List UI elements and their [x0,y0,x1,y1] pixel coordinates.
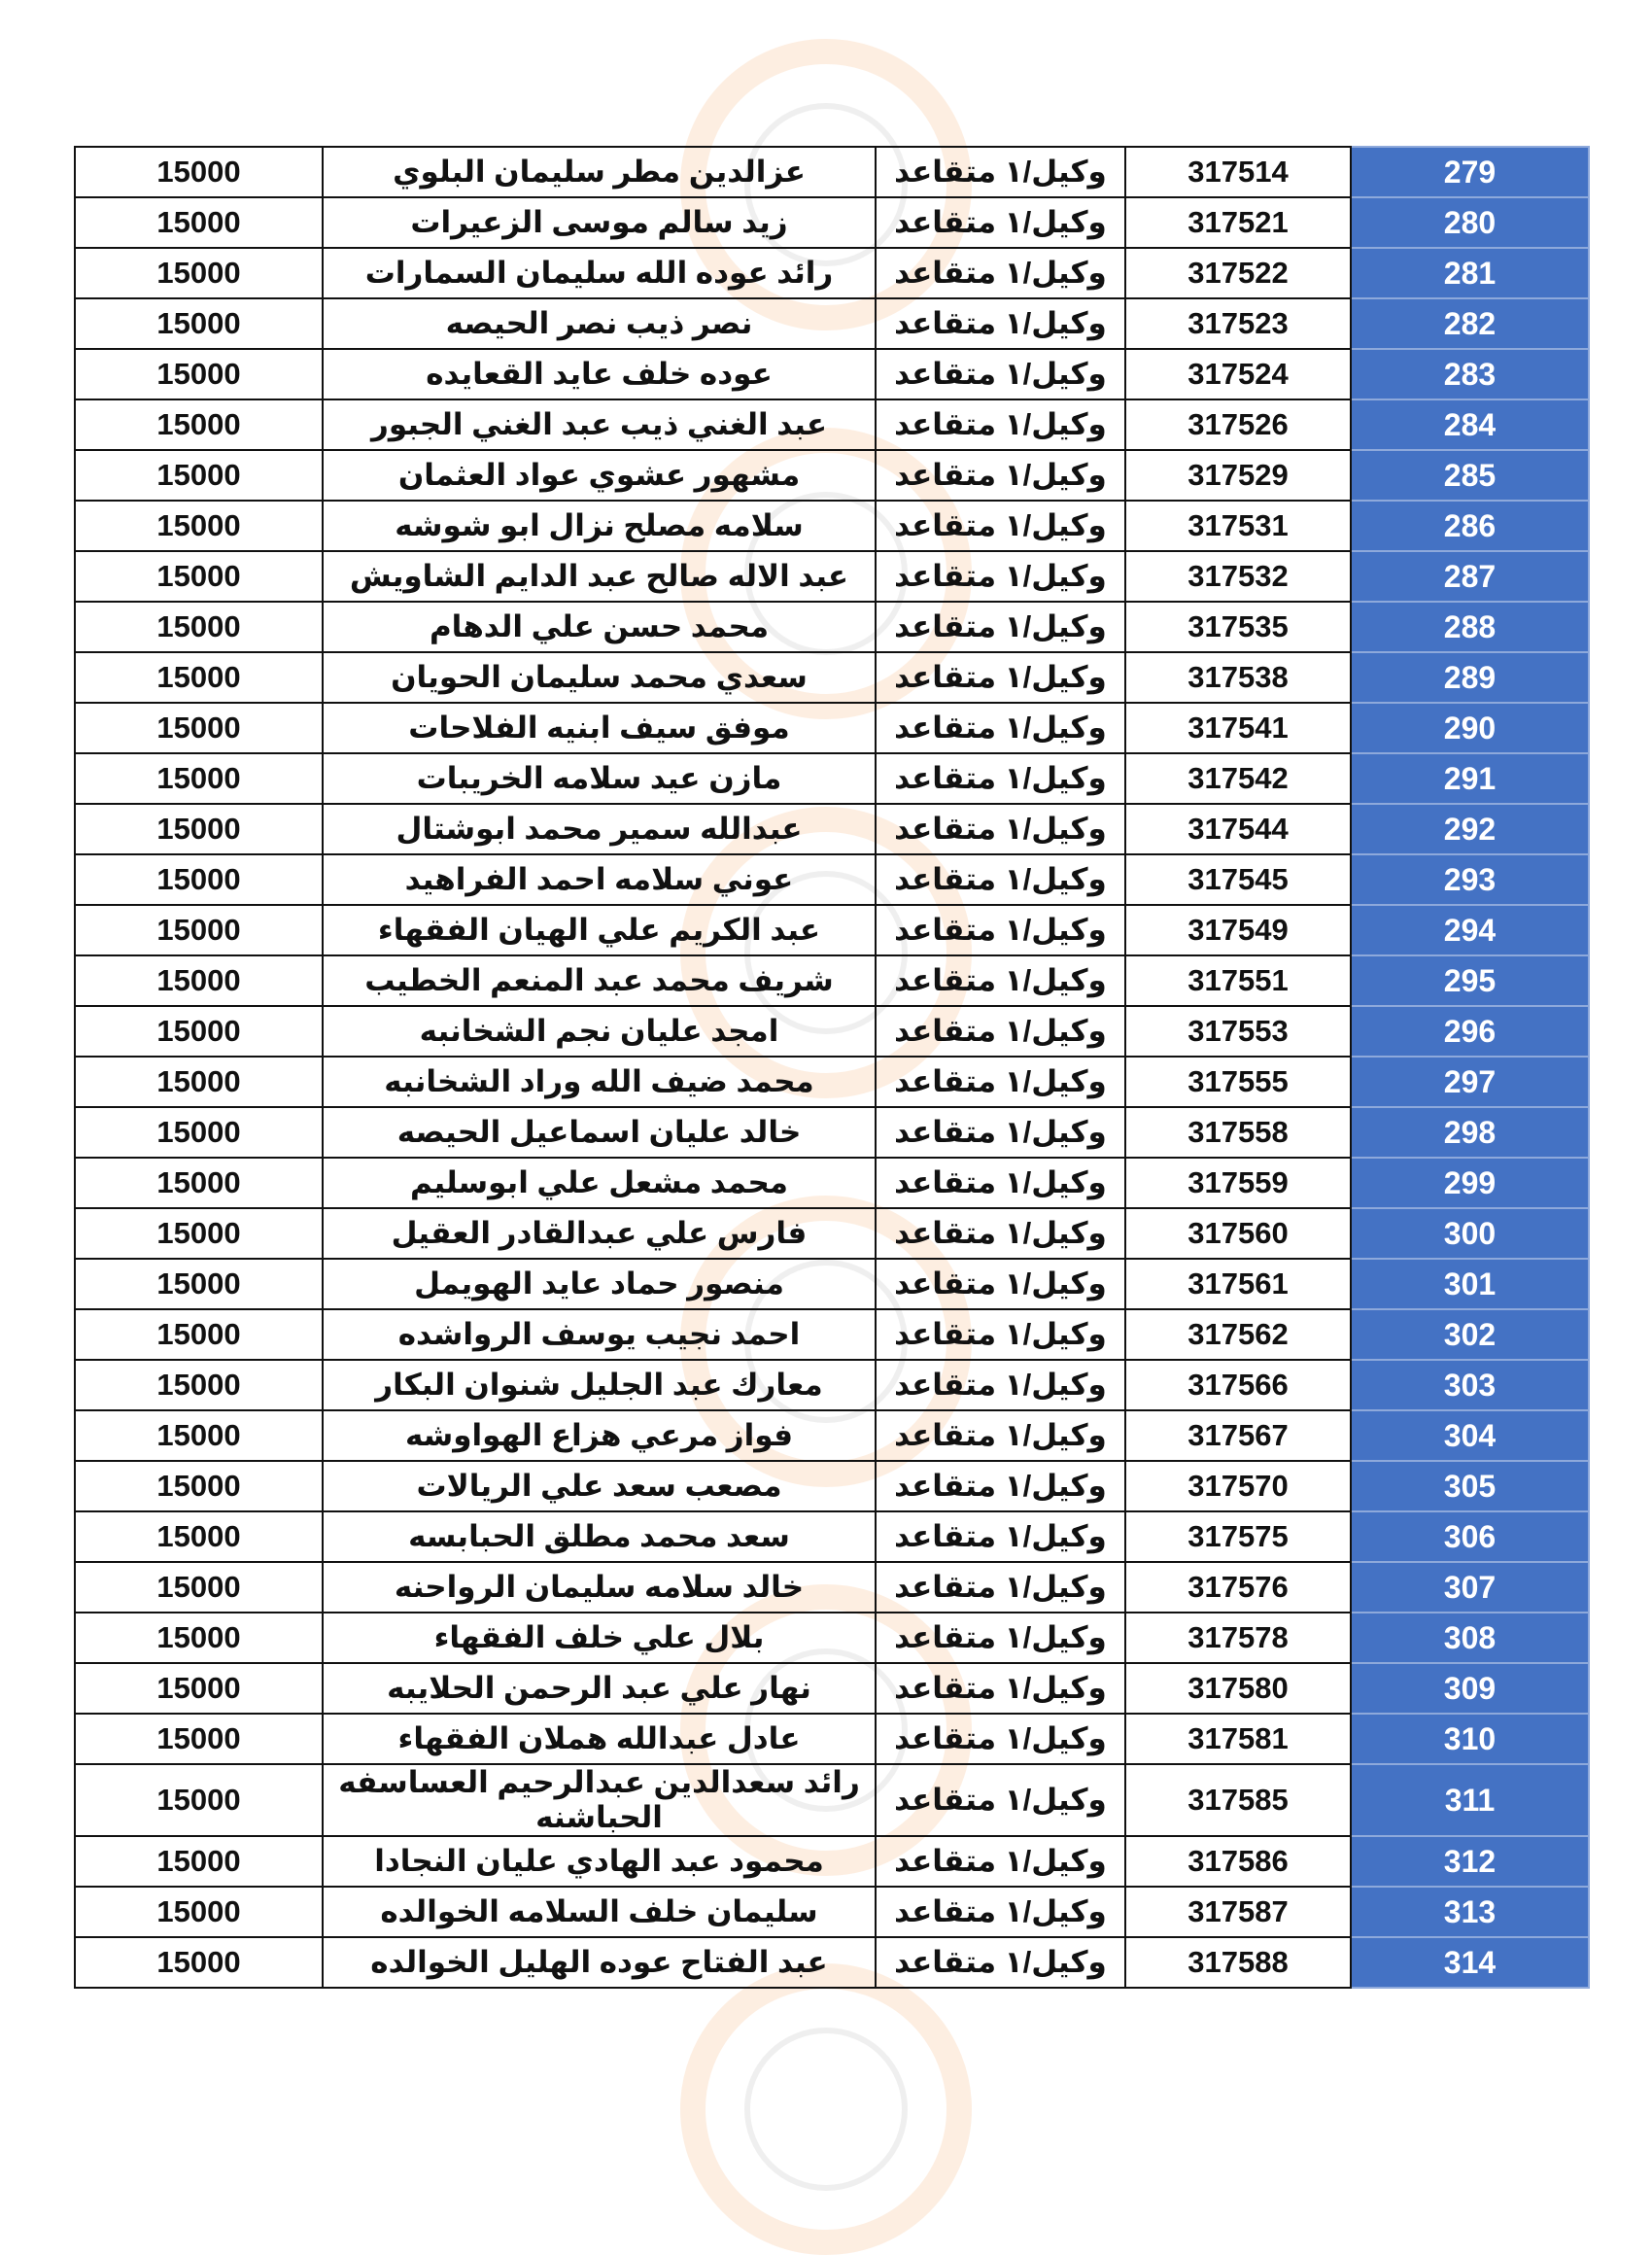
rank-cell: وكيل/١ متقاعد [876,1836,1125,1887]
id-cell: 317575 [1125,1511,1351,1562]
rank-cell: وكيل/١ متقاعد [876,450,1125,501]
name-cell: عوني سلامه احمد الفراهيد [323,854,876,905]
id-cell: 317559 [1125,1158,1351,1208]
id-cell: 317522 [1125,248,1351,298]
amount-cell: 15000 [75,450,323,501]
index-cell: 309 [1351,1663,1589,1714]
table-row [75,450,1589,501]
name-cell: عبد الاله صالح عبد الدايم الشاويش [323,551,876,602]
amount-cell: 15000 [75,248,323,298]
id-cell: 317551 [1125,955,1351,1006]
rank-cell: وكيل/١ متقاعد [876,854,1125,905]
id-cell: 317581 [1125,1714,1351,1764]
amount-cell: 15000 [75,955,323,1006]
name-cell: منصور حماد عايد الهويمل [323,1259,876,1309]
amount-cell: 15000 [75,1410,323,1461]
id-cell: 317576 [1125,1562,1351,1613]
index-cell: 299 [1351,1158,1589,1208]
amount-cell: 15000 [75,1764,323,1836]
table-row [75,551,1589,602]
rank-cell: وكيل/١ متقاعد [876,1613,1125,1663]
name-cell: فواز مرعي هزاع الهواوشه [323,1410,876,1461]
amount-cell: 15000 [75,1309,323,1360]
id-cell: 317514 [1125,147,1351,197]
name-cell: احمد نجيب يوسف الرواشده [323,1309,876,1360]
amount-cell: 15000 [75,1158,323,1208]
rank-cell: وكيل/١ متقاعد [876,248,1125,298]
name-cell: عبد الكريم علي الهيان الفقهاء [323,905,876,955]
table-row [75,197,1589,248]
amount-cell: 15000 [75,349,323,399]
index-cell: 294 [1351,905,1589,955]
index-cell: 314 [1351,1937,1589,1988]
id-cell: 317562 [1125,1309,1351,1360]
amount-cell: 15000 [75,753,323,804]
index-cell: 292 [1351,804,1589,854]
payments-table [74,146,1590,1989]
id-cell: 317545 [1125,854,1351,905]
rank-cell: وكيل/١ متقاعد [876,703,1125,753]
rank-cell: وكيل/١ متقاعد [876,1208,1125,1259]
name-cell: سليمان خلف السلامه الخوالده [323,1887,876,1937]
index-cell: 300 [1351,1208,1589,1259]
id-cell: 317585 [1125,1764,1351,1836]
amount-cell: 15000 [75,854,323,905]
index-cell: 283 [1351,349,1589,399]
amount-cell: 15000 [75,197,323,248]
index-cell: 282 [1351,298,1589,349]
name-cell: سلامه مصلح نزال ابو شوشه [323,501,876,551]
clock-logo-watermark [680,1963,972,2255]
amount-cell: 15000 [75,1937,323,1988]
name-cell: رائد عوده الله سليمان السمارات [323,248,876,298]
index-cell: 298 [1351,1107,1589,1158]
name-cell: عبد الغني ذيب عبد الغني الجبور [323,399,876,450]
name-cell: خالد عليان اسماعيل الحيصه [323,1107,876,1158]
name-cell: شريف محمد عبد المنعم الخطيب [323,955,876,1006]
rank-cell: وكيل/١ متقاعد [876,1511,1125,1562]
amount-cell: 15000 [75,399,323,450]
rank-cell: وكيل/١ متقاعد [876,1057,1125,1107]
rank-cell: وكيل/١ متقاعد [876,1937,1125,1988]
rank-cell: وكيل/١ متقاعد [876,905,1125,955]
amount-cell: 15000 [75,1613,323,1663]
amount-cell: 15000 [75,1511,323,1562]
amount-cell: 15000 [75,652,323,703]
rank-cell: وكيل/١ متقاعد [876,1461,1125,1511]
amount-cell: 15000 [75,1006,323,1057]
table-row [75,1714,1589,1764]
index-cell: 312 [1351,1836,1589,1887]
name-cell: عبدالله سمير محمد ابوشتال [323,804,876,854]
id-cell: 317588 [1125,1937,1351,1988]
index-cell: 295 [1351,955,1589,1006]
table-row [75,1836,1589,1887]
amount-cell: 15000 [75,501,323,551]
table-row [75,248,1589,298]
id-cell: 317561 [1125,1259,1351,1309]
id-cell: 317541 [1125,703,1351,753]
index-cell: 287 [1351,551,1589,602]
index-cell: 304 [1351,1410,1589,1461]
id-cell: 317521 [1125,197,1351,248]
amount-cell: 15000 [75,602,323,652]
id-cell: 317526 [1125,399,1351,450]
table-row [75,1663,1589,1714]
rank-cell: وكيل/١ متقاعد [876,298,1125,349]
amount-cell: 15000 [75,1714,323,1764]
rank-cell: وكيل/١ متقاعد [876,753,1125,804]
table-row [75,854,1589,905]
name-cell: عادل عبدالله هملان الفقهاء [323,1714,876,1764]
name-cell: محمود عبد الهادي عليان النجادا [323,1836,876,1887]
id-cell: 317578 [1125,1613,1351,1663]
index-cell: 288 [1351,602,1589,652]
rank-cell: وكيل/١ متقاعد [876,1663,1125,1714]
id-cell: 317523 [1125,298,1351,349]
name-cell: مصعب سعد علي الريالات [323,1461,876,1511]
index-cell: 281 [1351,248,1589,298]
index-cell: 289 [1351,652,1589,703]
table-row [75,1461,1589,1511]
table-row [75,1158,1589,1208]
table-row [75,804,1589,854]
amount-cell: 15000 [75,703,323,753]
id-cell: 317529 [1125,450,1351,501]
table-row [75,1613,1589,1663]
rank-cell: وكيل/١ متقاعد [876,1309,1125,1360]
table-row [75,1511,1589,1562]
index-cell: 305 [1351,1461,1589,1511]
name-cell: نهار علي عبد الرحمن الحلايبه [323,1663,876,1714]
id-cell: 317580 [1125,1663,1351,1714]
rank-cell: وكيل/١ متقاعد [876,1714,1125,1764]
table-row [75,1937,1589,1988]
name-cell: موفق سيف ابنيه الفلاحات [323,703,876,753]
name-cell: مازن عيد سلامه الخريبات [323,753,876,804]
rank-cell: وكيل/١ متقاعد [876,349,1125,399]
index-cell: 297 [1351,1057,1589,1107]
id-cell: 317553 [1125,1006,1351,1057]
rank-cell: وكيل/١ متقاعد [876,804,1125,854]
name-cell: معارك عبد الجليل شنوان البكار [323,1360,876,1410]
index-cell: 307 [1351,1562,1589,1613]
index-cell: 302 [1351,1309,1589,1360]
table-row [75,905,1589,955]
name-cell: فارس علي عبدالقادر العقيل [323,1208,876,1259]
id-cell: 317542 [1125,753,1351,804]
amount-cell: 15000 [75,905,323,955]
table-row [75,602,1589,652]
name-cell: مشهور عشوي عواد العثمان [323,450,876,501]
table-row [75,147,1589,197]
name-cell: خالد سلامه سليمان الرواحنه [323,1562,876,1613]
rank-cell: وكيل/١ متقاعد [876,1562,1125,1613]
amount-cell: 15000 [75,1360,323,1410]
table-row [75,1006,1589,1057]
table-row [75,1887,1589,1937]
amount-cell: 15000 [75,1259,323,1309]
rank-cell: وكيل/١ متقاعد [876,1259,1125,1309]
id-cell: 317570 [1125,1461,1351,1511]
id-cell: 317531 [1125,501,1351,551]
name-cell: محمد ضيف الله وراد الشخانبه [323,1057,876,1107]
id-cell: 317586 [1125,1836,1351,1887]
table-row [75,1057,1589,1107]
rank-cell: وكيل/١ متقاعد [876,1887,1125,1937]
id-cell: 317538 [1125,652,1351,703]
rank-cell: وكيل/١ متقاعد [876,197,1125,248]
name-cell: بلال علي خلف الفقهاء [323,1613,876,1663]
index-cell: 313 [1351,1887,1589,1937]
table-row [75,1259,1589,1309]
rank-cell: وكيل/١ متقاعد [876,652,1125,703]
table-row [75,1360,1589,1410]
name-cell: عوده خلف عايد القعايده [323,349,876,399]
name-cell: سعد محمد مطلق الحبابسه [323,1511,876,1562]
index-cell: 311 [1351,1764,1589,1836]
index-cell: 308 [1351,1613,1589,1663]
name-cell: محمد مشعل علي ابوسليم [323,1158,876,1208]
id-cell: 317587 [1125,1887,1351,1937]
index-cell: 301 [1351,1259,1589,1309]
amount-cell: 15000 [75,1836,323,1887]
rank-cell: وكيل/١ متقاعد [876,1158,1125,1208]
id-cell: 317567 [1125,1410,1351,1461]
index-cell: 279 [1351,147,1589,197]
amount-cell: 15000 [75,551,323,602]
index-cell: 280 [1351,197,1589,248]
id-cell: 317549 [1125,905,1351,955]
rank-cell: وكيل/١ متقاعد [876,501,1125,551]
name-cell: رائد سعدالدين عبدالرحيم العساسفه الحباشنه [323,1764,876,1836]
index-cell: 291 [1351,753,1589,804]
rank-cell: وكيل/١ متقاعد [876,1764,1125,1836]
id-cell: 317558 [1125,1107,1351,1158]
table-row [75,1107,1589,1158]
table-row [75,652,1589,703]
table-row [75,1562,1589,1613]
name-cell: زيد سالم موسى الزعيرات [323,197,876,248]
table-row [75,1764,1589,1836]
amount-cell: 15000 [75,1057,323,1107]
name-cell: عبد الفتاح عوده الهليل الخوالده [323,1937,876,1988]
id-cell: 317524 [1125,349,1351,399]
name-cell: عزالدين مطر سليمان البلوي [323,147,876,197]
amount-cell: 15000 [75,1887,323,1937]
name-cell: سعدي محمد سليمان الحويان [323,652,876,703]
index-cell: 293 [1351,854,1589,905]
id-cell: 317532 [1125,551,1351,602]
table-row [75,753,1589,804]
id-cell: 317535 [1125,602,1351,652]
id-cell: 317555 [1125,1057,1351,1107]
table-row [75,298,1589,349]
name-cell: نصر ذيب نصر الحيصه [323,298,876,349]
amount-cell: 15000 [75,804,323,854]
id-cell: 317566 [1125,1360,1351,1410]
amount-cell: 15000 [75,1562,323,1613]
rank-cell: وكيل/١ متقاعد [876,602,1125,652]
index-cell: 290 [1351,703,1589,753]
table-row [75,349,1589,399]
index-cell: 306 [1351,1511,1589,1562]
amount-cell: 15000 [75,1461,323,1511]
table-row [75,399,1589,450]
index-cell: 296 [1351,1006,1589,1057]
id-cell: 317544 [1125,804,1351,854]
rank-cell: وكيل/١ متقاعد [876,551,1125,602]
table-row [75,1410,1589,1461]
amount-cell: 15000 [75,147,323,197]
amount-cell: 15000 [75,1663,323,1714]
rank-cell: وكيل/١ متقاعد [876,1006,1125,1057]
rank-cell: وكيل/١ متقاعد [876,1410,1125,1461]
table-row [75,1309,1589,1360]
table-row [75,955,1589,1006]
table-row [75,501,1589,551]
rank-cell: وكيل/١ متقاعد [876,1360,1125,1410]
table-row [75,703,1589,753]
name-cell: محمد حسن علي الدهام [323,602,876,652]
name-cell: امجد عليان نجم الشخانبه [323,1006,876,1057]
amount-cell: 15000 [75,1107,323,1158]
rank-cell: وكيل/١ متقاعد [876,1107,1125,1158]
index-cell: 310 [1351,1714,1589,1764]
rank-cell: وكيل/١ متقاعد [876,147,1125,197]
index-cell: 286 [1351,501,1589,551]
index-cell: 285 [1351,450,1589,501]
rank-cell: وكيل/١ متقاعد [876,399,1125,450]
amount-cell: 15000 [75,1208,323,1259]
index-cell: 284 [1351,399,1589,450]
rank-cell: وكيل/١ متقاعد [876,955,1125,1006]
amount-cell: 15000 [75,298,323,349]
index-cell: 303 [1351,1360,1589,1410]
id-cell: 317560 [1125,1208,1351,1259]
table-row [75,1208,1589,1259]
